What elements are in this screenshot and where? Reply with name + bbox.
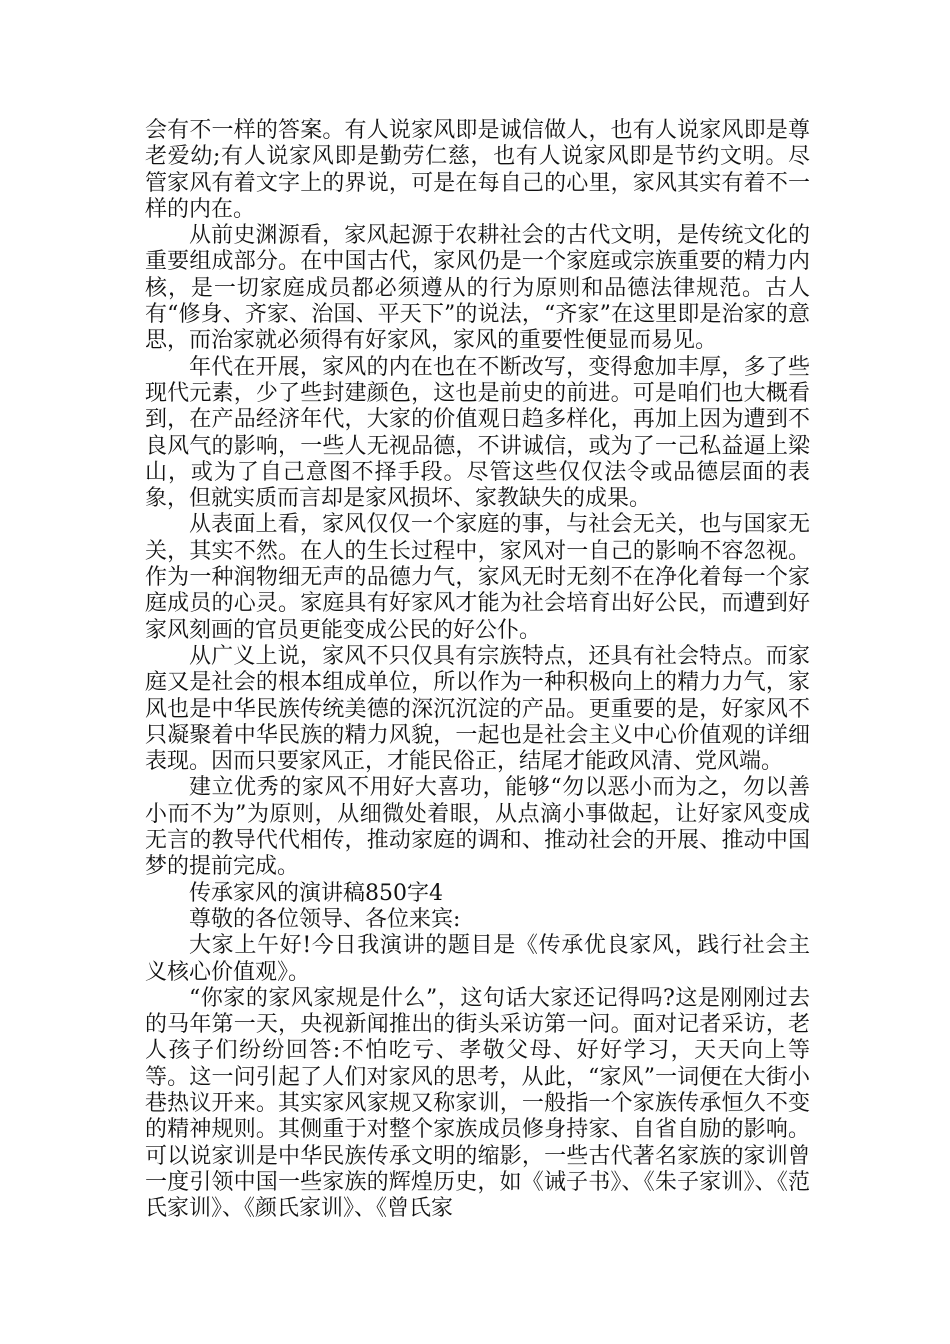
salutation: 尊敬的各位领导、各位来宾: — [189, 906, 461, 932]
paragraph-10: “你家的家风家规是什么”，这句话大家还记得吗?这是刚刚过去的马年第一天，央视新闻推出的街头采访第一问。面对记者采访，老人孩子们纷纷回答:不怕吃亏、孝敬父母、好好学习，天天向上等等。这一问引起了人们对家风的思考，从此，“家风”一词便在大街小巷热议开来。其实家风家规又称家训，一般指一个家族传承恒久不变的精神规则。其侧重于对整个家族成员修身持家、自省自励的影响。可以说家训是中华民族传承文明的缩影，一些古代著名家族的家训曾一度引领中国一些家族的辉煌历史，如《诫子书》、《朱子家训》、《范氏家训》、《颜氏家训》、《曾氏家 — [145, 985, 810, 1222]
paragraph-6: 建立优秀的家风不用好大喜功，能够“勿以恶小而为之，勿以善小而不为”为原则，从细微处着眼，从点滴小事做起，让好家风变成无言的教导代代相传，推动家庭的调和、推动社会的开展、推动中国梦的提前完成。 — [145, 775, 810, 880]
paragraph-5: 从广义上说，家风不只仅具有宗族特点，还具有社会特点。而家庭又是社会的根本组成单位，所以作为一种积极向上的精力力气，家风也是中华民族传统美德的深沉沉淀的产品。更重要的是，好家风不只凝聚着中华民族的精力风貌，一起也是社会主义中心价值观的详细表现。因而只要家风正，才能民俗正，结尾才能政风清、党风端。 — [145, 643, 810, 775]
paragraph-greeting: 大家上午好!今日我演讲的题目是《传承优良家风，践行社会主义核心价值观》。 — [145, 933, 810, 985]
paragraph-4: 从表面上看，家风仅仅一个家庭的事，与社会无关，也与国家无关，其实不然。在人的生长过程中，家风对一自己的影响不容忽视。作为一种润物细无声的品德力气，家风无时无刻不在净化着每一个家庭成员的心灵。家庭具有好家风才能为社会培育出好公民，而遭到好家风刻画的官员更能变成公民的好公仆。 — [145, 512, 810, 643]
section-heading: 传承家风的演讲稿850字4 — [189, 880, 443, 906]
paragraph-2: 从前史渊源看，家风起源于农耕社会的古代文明，是传统文化的重要组成部分。在中国古代，家风仍是一个家庭或宗族重要的精力内核，是一切家庭成员都必须遵从的行为原则和品德法律规范。古人有“修身、齐家、治国、平天下”的说法，“齐家”在这里即是治家的意思，而治家就必须得有好家风，家风的重要性便显而易见。 — [145, 223, 810, 354]
paragraph-3: 年代在开展，家风的内在也在不断改写，变得愈加丰厚，多了些现代元素，少了些封建颜色，这也是前史的前进。可是咱们也大概看到，在产品经济年代，大家的价值观日趋多样化，再加上因为遭到不良风气的影响，一些人无视品德，不讲诚信，或为了一己私益逼上梁山，或为了自己意图不择手段。尽管这些仅仅法令或品德层面的表象，但就实质而言却是家风损坏、家教缺失的成果。 — [145, 354, 810, 512]
document-body — [145, 118, 810, 1222]
paragraph-1: 会有不一样的答案。有人说家风即是诚信做人，也有人说家风即是尊老爱幼;有人说家风即是勤劳仁慈，也有人说家风即是节约文明。尽管家风有着文字上的界说，可是在每自己的心里，家风其实有着不一样的内在。 — [145, 118, 810, 222]
